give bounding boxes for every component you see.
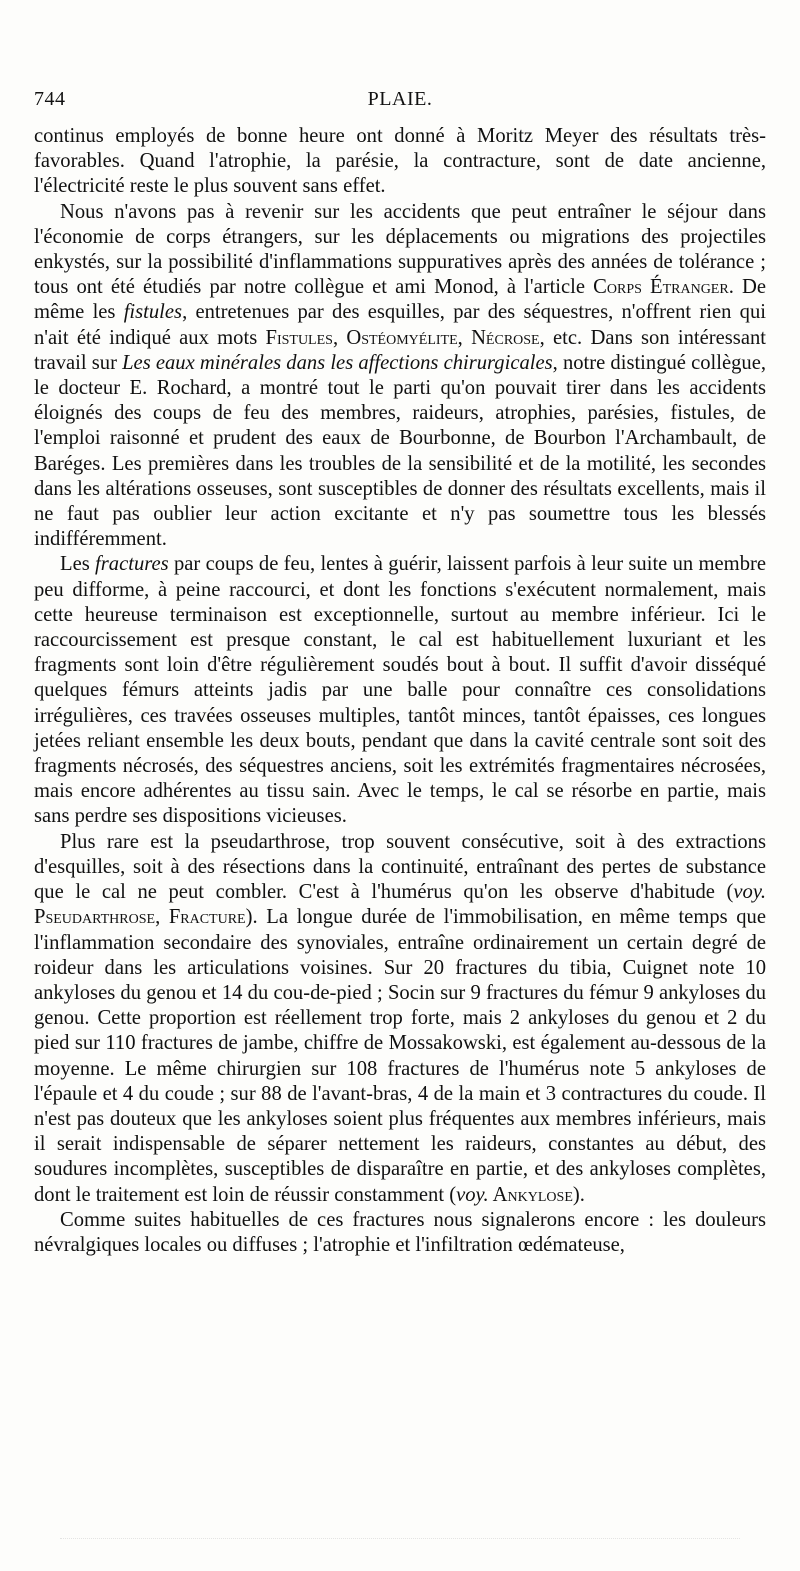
text-run: par coups de feu, lentes à guérir, laissent parfois à leur suite un membre peu difforme, à peine raccourci, et dont les fonctions s'exécutent normalement, mais cette heureuse terminaison est exceptionnelle, surtout au membre inférieur. Ici le raccourcissement est presque constant, le cal est habituellement luxuriant et les fragments sont loin d'être régulièrement soudés bout à bout. Il suffit d'avoir disséqué quelques fémurs atteints jadis par une balle pour connaître ces consolidations irrégulières, ces travées osseuses multiples, tantôt minces, tantôt épaisses, ces longues jetées reliant ensemble les deux bouts, pendant que dans la cavité centrale sont soit des fragments nécrosés, des séquestres anciens, soit les extrémités fragmentaires nécrosées, mais encore adhérentes au tissu sain. Avec le temps, le cal se résorbe en partie, mais sans perdre ses dispositions vicieuses. [34, 553, 766, 828]
emphasis: fractures [95, 553, 169, 576]
text-run: ). [572, 1183, 585, 1206]
text-run: Plus rare est la pseudarthrose, trop souvent consécutive, soit à des extractions d'esquilles, soit à des résections dans la continuité, entraînant des pertes de substance que le cal ne peut combler. C'est à l'humérus qu'on les observe d'habitude ( [34, 830, 766, 904]
text-run: , notre distingué collègue, le docteur E. Rochard, a montré tout le parti qu'on pouvait tirer dans les accidents éloignés des coups de feu des membres, raideurs, atrophies, parésies, fistules, de l'emploi raisonné et prudent des eaux de Bourbonne, de Bourbon l'Archambault, de Baréges. Les premières dans les troubles de la sensibilité et de la motilité, les secondes dans les altérations osseuses, sont susceptibles de donner des résultats excellents, mais il ne faut pas oublier leur action excitante et n'y pas soumettre tous les blessés indifféremment. [34, 351, 767, 551]
cross-reference: Ankylose [488, 1183, 573, 1206]
text-run: , etc. Dans son intéressant travail sur [34, 326, 766, 374]
paragraph-fractures [34, 552, 766, 829]
cross-reference: Fistules, Ostéomyélite, Nécrose [265, 326, 540, 349]
paragraph-sequelae [34, 1208, 766, 1258]
emphasis: voy. [733, 881, 766, 904]
cited-title: Les eaux minérales dans les affections chirurgicales [122, 351, 553, 374]
emphasis: voy. [456, 1183, 489, 1206]
text-run: Comme suites habituelles de ces fractures nous signalerons encore : les douleurs névralgiques locales ou diffuses ; l'atrophie et l'infiltration œdémateuse, [34, 1208, 766, 1256]
text-run: , entretenues par des esquilles, par des séquestres, n'offrent rien qui n'ait été indiqué aux mots [34, 301, 766, 349]
text-run: continus employés de bonne heure ont donné à Moritz Meyer des résultats très-favorables. Quand l'atrophie, la parésie, la contracture, sont de date ancienne, l'électricité reste le plus souvent sans effet. [34, 125, 766, 198]
body-text [34, 124, 766, 1258]
text-run: ). La longue durée de l'immobilisation, en même temps que l'inflammation secondaire des synoviales, entraîne ordinairement un certain degré de roideur dans les articulations voisines. Sur 20 fractures du tibia, Cuignet note 10 ankyloses du genou et 14 du cou-de-pied ; Socin sur 9 fractures du fémur 9 ankyloses du genou. Cette proportion est réellement trop forte, mais 2 ankyloses du genou et 2 du pied sur 110 fractures de jambe, chiffre de Mossakowski, est également au-dessous de la moyenne. Le même chirurgien sur 108 fractures de l'humérus note 5 ankyloses de l'épaule et 4 du coude ; sur 88 de l'avant-bras, 4 de la main et 3 contractures du coude. Il n'est pas douteux que les ankyloses soient plus fréquentes aux membres inférieurs, mais il serait indispensable de séparer nettement les raideurs, constantes au début, des soudures incomplètes, susceptibles de disparaître en partie, et des ankyloses complètes, dont le traitement est loin de réussir constamment ( [34, 906, 766, 1206]
text-run: Nous n'avons pas à revenir sur les accidents que peut entraîner le séjour dans l'économie de corps étrangers, sur les déplacements ou migrations des projectiles enkystés, sur la possibilité d'inflammations suppuratives après des années de tolérance ; tous ont été étudiés par notre collègue et ami Monod, à l'article [34, 200, 766, 299]
emphasis: fistules [123, 301, 183, 324]
cross-reference: Pseudarthrose, Fracture [34, 906, 246, 929]
text-run: . De même les [34, 276, 766, 324]
page-header [34, 88, 766, 120]
paragraph-foreign-bodies [34, 200, 766, 553]
paragraph-pseudarthrosis [34, 830, 766, 1208]
page-footer-noise [60, 1528, 740, 1539]
text-run: Les [60, 553, 96, 576]
paragraph-continued [34, 124, 766, 200]
running-title: PLAIE. [367, 88, 433, 110]
cross-reference: Corps Étranger [593, 276, 729, 299]
page-number: 744 [34, 88, 66, 110]
